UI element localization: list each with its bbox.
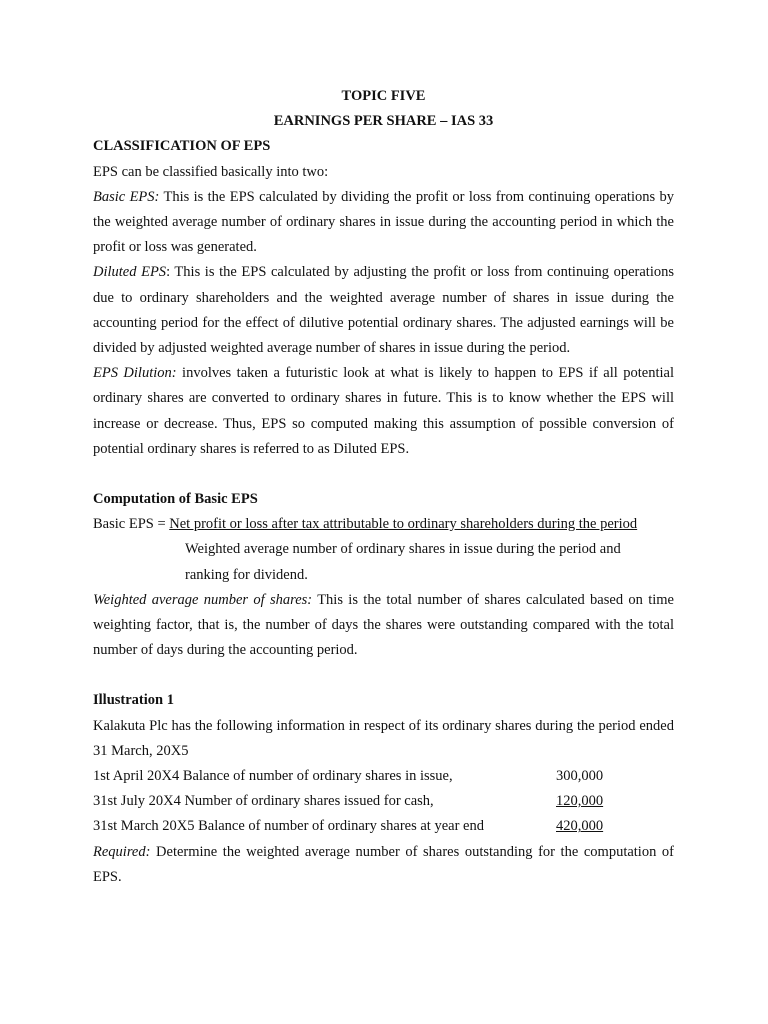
basic-eps-paragraph [93,185,674,261]
illustration-heading: Illustration 1 [93,692,174,709]
spacer [93,663,674,688]
formula-denominator-line2: ranking for dividend. [185,566,308,583]
basic-eps-text: This is the EPS calculated by dividing the profit or loss from continuing operations by the weighted average number of ordinary shares in issue during the accounting period in which the profit or loss was generated. [93,188,674,256]
formula-prefix: Basic EPS = [93,516,170,533]
classification-heading: CLASSIFICATION OF EPS [93,138,271,155]
basic-eps-formula [93,512,674,537]
eps-dilution-text: involves taken a futuristic look at what is likely to happen to EPS if all potential ordinary shares are converted to ordinary shares in future. This is to know whether the EPS will increase or decrease. Thus, EPS so computed making this assumption of possible conversion of potential ordinary shares is referred to as Diluted EPS. [93,365,674,457]
diluted-eps-paragraph [93,260,674,361]
basic-eps-label: Basic EPS: [93,188,160,205]
classification-intro: EPS can be classified basically into two: [93,163,329,180]
required-label: Required: [93,843,151,860]
share-row-description: 1st April 20X4 Balance of number of ordinary shares in issue, [93,768,453,785]
computation-heading: Computation of Basic EPS [93,491,258,508]
share-row-value: 120,000 [556,793,604,810]
page-title: EARNINGS PER SHARE – IAS 33 [273,113,494,130]
share-row-value: 300,000 [556,768,604,785]
share-row-value: 420,000 [556,818,604,835]
share-row [93,764,674,789]
share-row [93,789,674,814]
formula-denominator-line1: Weighted average number of ordinary shares in issue during the period and [185,541,621,558]
diluted-eps-label: Diluted EPS [93,264,167,281]
eps-dilution-paragraph [93,361,674,462]
weighted-average-label: Weighted average number of shares: [93,591,313,608]
topic-heading: TOPIC FIVE [341,88,426,104]
required-paragraph [93,840,674,890]
required-text: Determine the weighted average number of shares outstanding for the computation of EPS. [93,843,674,885]
illustration-intro: Kalakuta Plc has the following information in respect of its ordinary shares during the period ended 31 March, 20X5 [93,717,674,759]
weighted-average-paragraph [93,588,674,664]
weighted-average-text: This is the total number of shares calculated based on time weighting factor, that is, the number of days the shares were outstanding compared with the total number of days during the accounting period. [93,591,674,659]
spacer [93,462,674,487]
share-row-description: 31st July 20X4 Number of ordinary shares issued for cash, [93,793,434,810]
formula-numerator: Net profit or loss after tax attributable to ordinary shareholders during the period [169,516,638,533]
eps-dilution-label: EPS Dilution: [93,365,177,382]
document-body [93,84,674,890]
share-row [93,814,674,839]
share-row-description: 31st March 20X5 Balance of number of ordinary shares at year end [93,818,484,835]
diluted-eps-text: : This is the EPS calculated by adjusting the profit or loss from continuing operations due to ordinary shareholders and the weighted average number of shares in issue during the accounting period for the effect of dilutive potential ordinary shares. The adjusted earnings will be divided by adjusted weighted average number of shares in issue during the period. [93,264,674,357]
